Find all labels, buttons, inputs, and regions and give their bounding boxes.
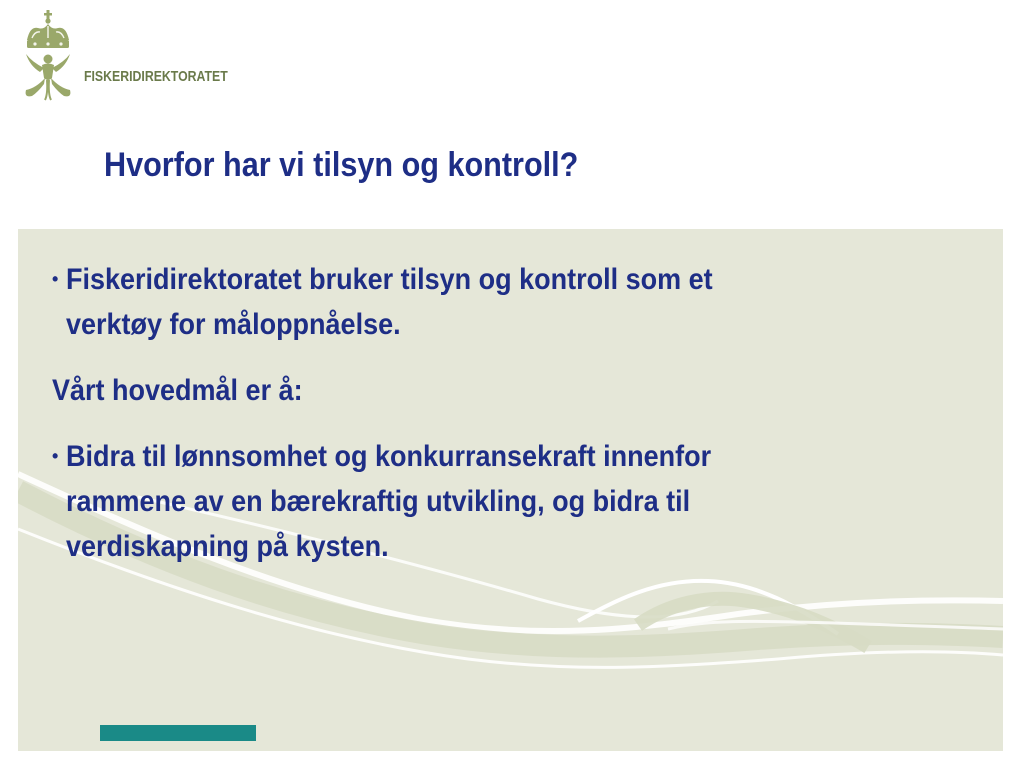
content-panel xyxy=(18,229,1003,751)
logo-wordmark: FISKERIDIREKTORATET xyxy=(84,68,228,85)
bullet-text-line: Fiskeridirektoratet bruker tilsyn og kontroll som et xyxy=(66,263,713,296)
bullet-item xyxy=(52,434,932,569)
bullet-text-line: verdiskapning på kysten. xyxy=(66,530,389,563)
bullet-item xyxy=(52,257,932,347)
bullet-text-line: Bidra til lønnsomhet og konkurransekraft innenfor xyxy=(66,440,712,473)
accent-bar xyxy=(100,725,256,741)
subheading-text: Vårt hovedmål er å: xyxy=(52,374,303,407)
crown-mermaid-emblem-icon xyxy=(18,10,80,102)
slide-title: Hvorfor har vi tilsyn og kontroll? xyxy=(104,146,579,184)
bullet-icon: • xyxy=(52,446,59,466)
subheading xyxy=(52,368,932,413)
logo xyxy=(18,10,258,105)
bullet-icon: • xyxy=(52,269,59,289)
bullet-text-line: verktøy for måloppnåelse. xyxy=(66,308,401,341)
slide-content xyxy=(52,257,932,590)
bullet-text-line: rammene av en bærekraftig utvikling, og bidra til xyxy=(66,485,691,518)
